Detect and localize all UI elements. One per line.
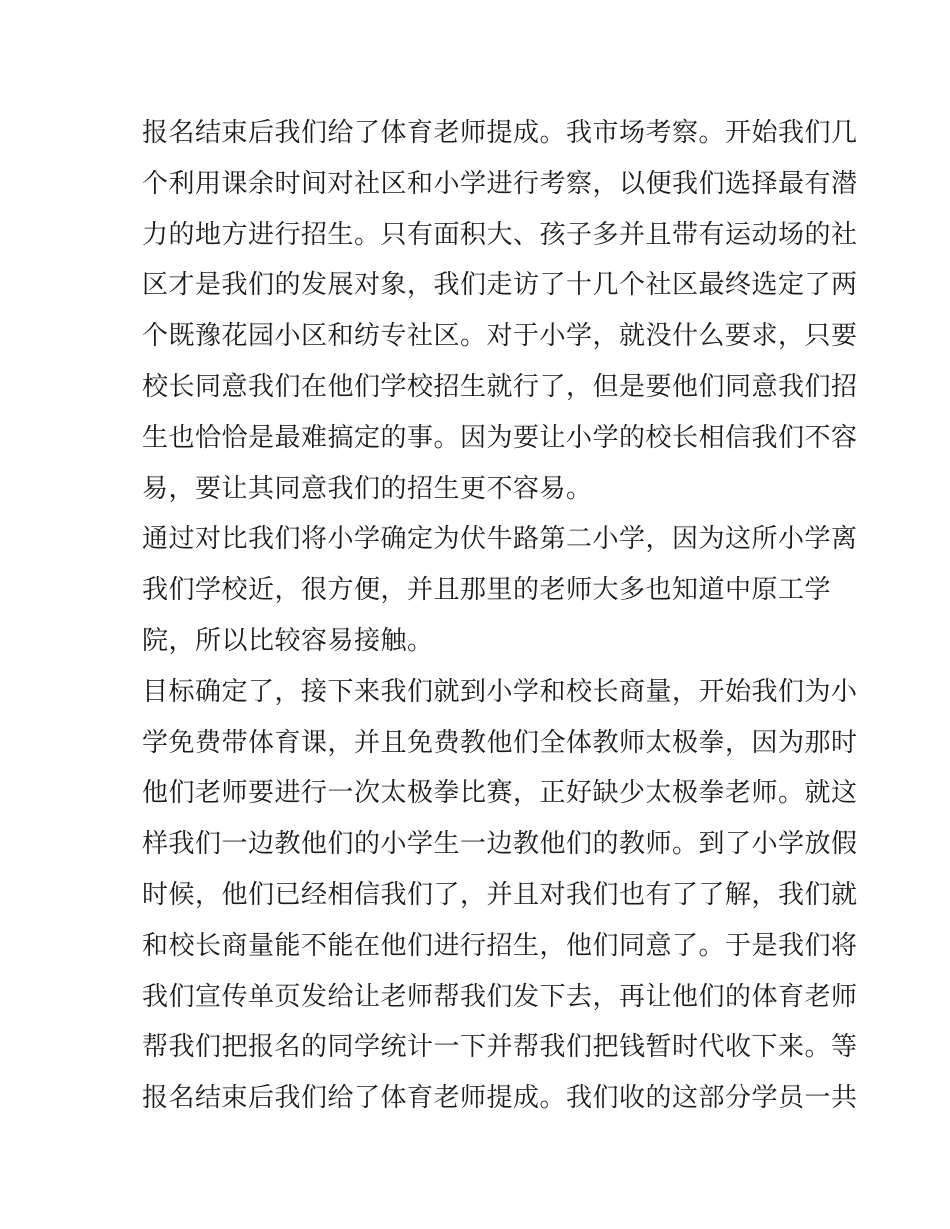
text-line: 样我们一边教他们的小学生一边教他们的教师。到了小学放假 [142, 829, 858, 860]
text-line: 区才是我们的发展对象，我们走访了十几个社区最终选定了两 [142, 270, 858, 301]
text-line: 报名结束后我们给了体育老师提成。我市场考察。开始我们几 [142, 118, 858, 148]
text-line: 通过对比我们将小学确定为伏牛路第二小学，因为这所小学离 [142, 524, 858, 555]
text-line: 他们老师要进行一次太极拳比赛，正好缺少太极拳老师。就这 [142, 778, 858, 809]
text-line: 校长同意我们在他们学校招生就行了，但是要他们同意我们招 [142, 371, 858, 402]
text-line: 我们学校近，很方便，并且那里的老师大多也知道中原工学 [142, 575, 832, 606]
text-line: 和校长商量能不能在他们进行招生，他们同意了。于是我们将 [142, 930, 858, 961]
text-line: 生也恰恰是最难搞定的事。因为要让小学的校长相信我们不容 [142, 422, 858, 453]
text-line: 易，要让其同意我们的招生更不容易。 [142, 473, 593, 504]
text-line: 报名结束后我们给了体育老师提成。我们收的这部分学员一共 [142, 1083, 858, 1114]
text-line: 力的地方进行招生。只有面积大、孩子多并且带有运动场的社 [142, 219, 858, 250]
text-line: 帮我们把报名的同学统计一下并帮我们把钱暂时代收下来。等 [142, 1032, 858, 1063]
text-line: 时候，他们已经相信我们了，并且对我们也有了了解，我们就 [142, 879, 858, 910]
text-line: 个既豫花园小区和纺专社区。对于小学，就没什么要求，只要 [142, 321, 858, 352]
document-body [142, 108, 858, 1124]
text-line: 学免费带体育课，并且免费教他们全体教师太极拳，因为那时 [142, 727, 858, 758]
text-line: 个利用课余时间对社区和小学进行考察，以便我们选择最有潜 [142, 168, 858, 199]
text-line: 我们宣传单页发给让老师帮我们发下去，再让他们的体育老师 [142, 981, 858, 1012]
text-line: 院，所以比较容易接触。 [142, 625, 434, 656]
text-line: 目标确定了，接下来我们就到小学和校长商量，开始我们为小 [142, 676, 858, 707]
